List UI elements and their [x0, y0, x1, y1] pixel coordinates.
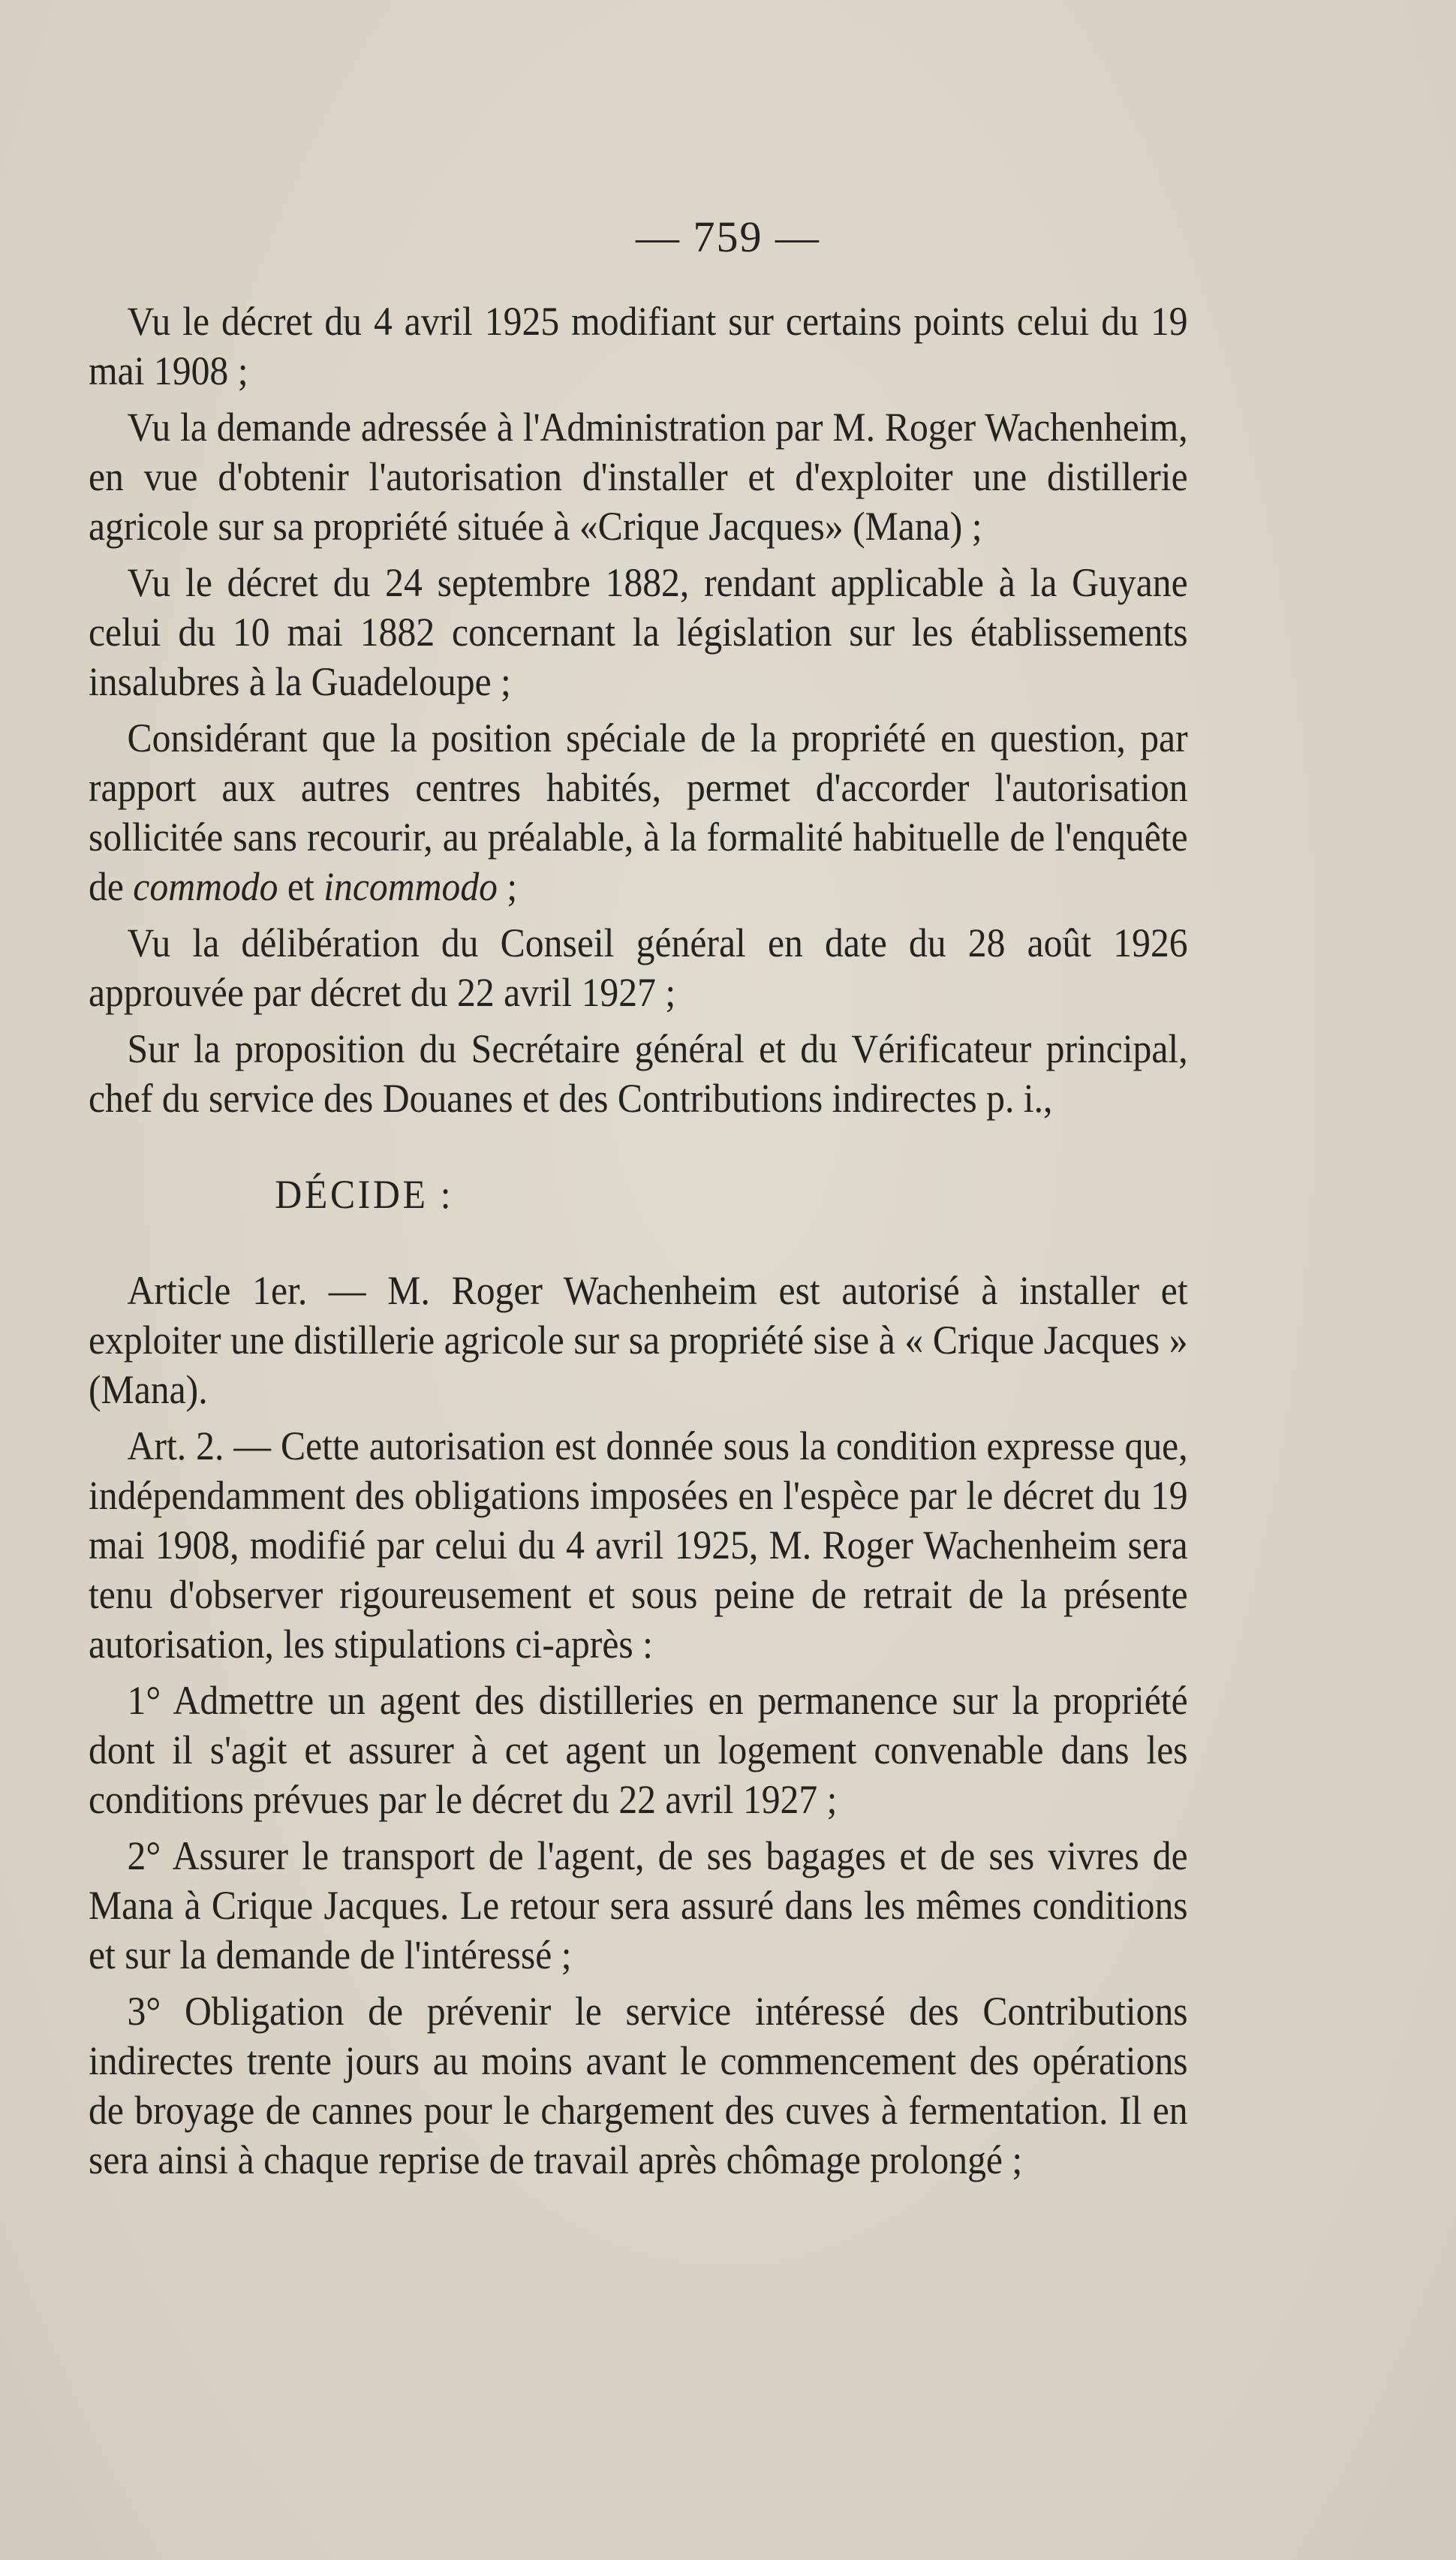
commodo-term: commodo [133, 864, 278, 909]
article-2: Art. 2. — Cette autorisation est donnée sous la condition expresse que, indépendamment des obligations imposées en l'espèce par le décret du 19 mai 1908, modifié par celui du 4 avril 1925, M. Roger Wachenheim sera tenu d'observer rigoureusement et sous peine de retrait de la présente autorisation, les stipulations ci-après : [89, 1423, 1188, 1667]
paragraph-vu-deliberation: Vu la délibération du Conseil général en date du 28 août 1926 approuvée par décret du 22 avril 1927 ; [89, 920, 1188, 1015]
paragraph-vu-demande: Vu la demande adressée à l'Administration par M. Roger Wachenheim, en vue d'obtenir l'autorisation d'installer et d'exploiter une distillerie agricole sur sa propriété située à «Crique Jacques» (Mana) ; [89, 405, 1188, 549]
paragraph-considerant [89, 713, 1188, 911]
document-body [89, 297, 1188, 2191]
paragraph-vu-decret-1882: Vu le décret du 24 septembre 1882, rendant applicable à la Guyane celui du 10 mai 1882 concernant la législation sur les établissements insalubres à la Guadeloupe ; [89, 560, 1188, 704]
incommodo-term: incommodo [323, 864, 498, 909]
stipulation-3: 3° Obligation de prévenir le service intéressé des Contributions indirectes trente jours au moins avant le commencement des opérations de broyage de cannes pour le chargement des cuves à fermentation. Il en sera ainsi à chaque reprise de travail après chômage prolongé ; [89, 1989, 1188, 2182]
considerant-end: ; [497, 864, 518, 909]
paragraph-sur-proposition: Sur la proposition du Secrétaire général et du Vérificateur principal, chef du service des Douanes et des Contributions indirectes p. i., [89, 1026, 1188, 1121]
stipulation-1: 1° Admettre un agent des distilleries en permanence sur la propriété dont il s'agit et assurer à cet agent un logement convenable dans les conditions prévues par le décret du 22 avril 1927 ; [89, 1678, 1188, 1822]
page-number: — 759 — [636, 212, 820, 261]
decide-heading: DÉCIDE : [275, 1172, 454, 1217]
considerant-text: Considérant que la position spéciale de la propriété en question, par rapport aux autres centres habités, permet d'accorder l'autorisation sollicitée sans recourir, au préalable, à la formalité habituelle de l'enquête de [89, 715, 1188, 909]
considerant-conjunction: et [278, 864, 324, 909]
stipulation-2: 2° Assurer le transport de l'agent, de ses bagages et de ses vivres de Mana à Crique Jacques. Le retour sera assuré dans les mêmes conditions et sur la demande de l'intéressé ; [89, 1833, 1188, 1977]
article-1: Article 1er. — M. Roger Wachenheim est autorisé à installer et exploiter une distillerie agricole sur sa propriété sise à « Crique Jacques » (Mana). [89, 1268, 1188, 1412]
paragraph-vu-decret-1925: Vu le décret du 4 avril 1925 modifiant sur certains points celui du 19 mai 1908 ; [89, 299, 1188, 393]
